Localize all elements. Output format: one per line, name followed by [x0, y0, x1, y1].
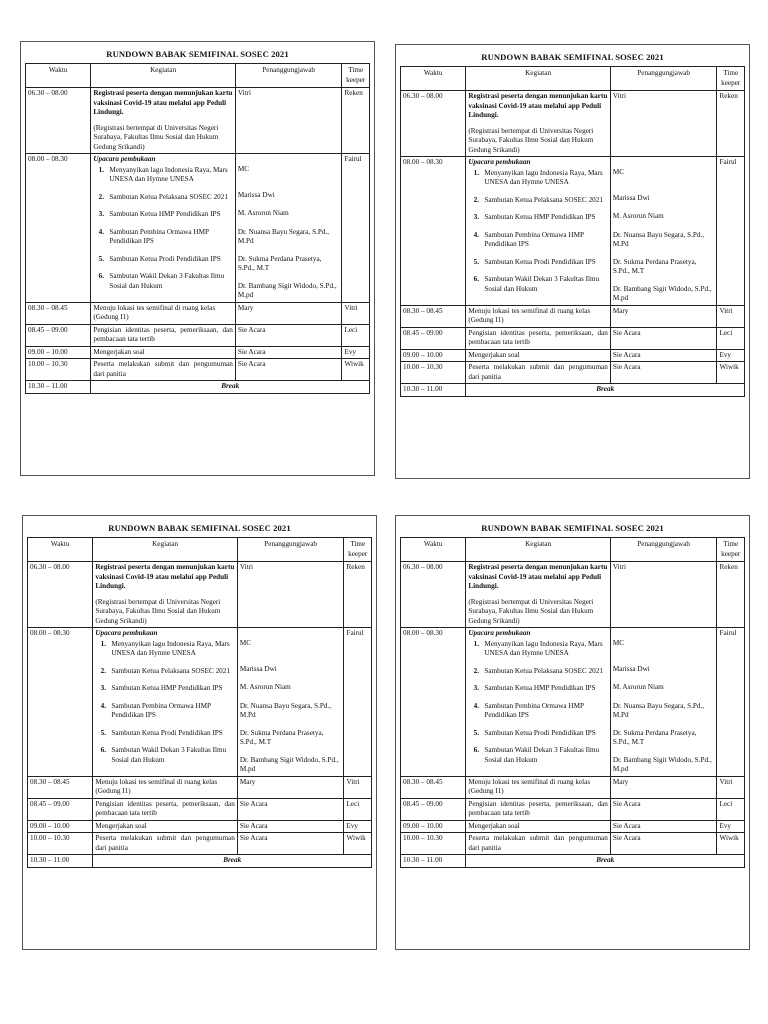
row-activity: Pengisian identitas peserta, pemeriksaan, dan pembacaan tata tertib: [91, 324, 235, 346]
item-number: 1.: [100, 639, 107, 648]
row-keeper: Leci: [342, 324, 370, 346]
item-text: Sambutan Ketua Pelaksana SOSEC 2021: [484, 666, 603, 675]
pic-text: Dr. Nuansa Bayu Segara, S.Pd., M.Pd: [612, 701, 705, 719]
row-keeper: Leci: [717, 798, 745, 820]
activity-note: (Registrasi bertempat di Universitas Negeri Surabaya, Fakultas Ilmu Sosial dan Hukum Gedung Srikandi): [93, 123, 219, 151]
pic-item: [238, 228, 340, 247]
item-text: Sambutan Wakil Dekan 3 Fakultas Ilmu Sosial dan Hukum: [111, 746, 227, 764]
row-pic: [237, 628, 344, 777]
row-keeper: Leci: [717, 327, 745, 349]
activity-text: Upacara pembukaan: [468, 629, 531, 637]
pic-item: [238, 282, 340, 301]
item-text: Menyanyikan lagu Indonesia Raya, Mars UNESA dan Hymne UNESA: [109, 165, 228, 183]
row-keeper: Fairul: [717, 628, 745, 777]
row-activity: Pengisian identitas peserta, pemeriksaan, dan pembacaan tata tertib: [466, 798, 610, 820]
rundown-title: RUNDOWN BABAK SEMIFINAL SOSEC 2021: [481, 523, 664, 533]
list-item: [93, 255, 232, 265]
pic-item: [613, 168, 715, 178]
table-row: [28, 562, 372, 628]
list-item: [95, 667, 234, 677]
row-pic: Mary: [610, 305, 717, 327]
list-item: [93, 193, 232, 203]
row-pic: Mary: [235, 302, 342, 324]
header-activity: Kegiatan: [466, 538, 610, 562]
pic-text: Dr. Bambang Sigit Widodo, S.Pd., M.pd: [612, 755, 712, 773]
rundown-sheet-bottom-left: [22, 515, 377, 950]
row-pic: Vitri: [610, 562, 717, 628]
header-time: Waktu: [28, 538, 93, 562]
row-activity: Peserta melakukan submit dan pengumuman dari panitia: [466, 362, 610, 384]
pic-text: Dr. Bambang Sigit Widodo, S.Pd., M.pd: [239, 755, 339, 773]
row-keeper: Reken: [342, 88, 370, 154]
pic-text: Dr. Nuansa Bayu Segara, S.Pd., M.Pd: [239, 701, 332, 719]
row-pic: Mary: [610, 776, 717, 798]
row-time: 10.00 – 10.30: [401, 833, 466, 855]
row-pic: [235, 154, 342, 303]
table-row: [401, 305, 745, 327]
header-pic: Penanggungjawab: [610, 538, 717, 562]
pic-text: Dr. Nuansa Bayu Segara, S.Pd., M.Pd: [237, 227, 330, 245]
pic-item: [240, 639, 342, 649]
item-number: 4.: [473, 701, 480, 710]
item-number: 3.: [473, 684, 480, 692]
activity-note: (Registrasi bertempat di Universitas Negeri Surabaya, Fakultas Ilmu Sosial dan Hukum Gedung Srikandi): [95, 597, 221, 625]
pic-text: Marissa Dwi: [612, 193, 650, 202]
row-time: 08.30 – 08.45: [401, 776, 466, 798]
row-keeper: Wiwik: [717, 362, 745, 384]
rundown-table: [25, 63, 370, 394]
list-item: [468, 729, 607, 739]
item-text: Sambutan Ketua Pelaksana SOSEC 2021: [111, 666, 230, 675]
row-keeper: Evy: [342, 346, 370, 359]
row-keeper: Fairul: [717, 157, 745, 306]
list-item: [93, 210, 232, 220]
row-keeper: Evy: [344, 820, 372, 833]
row-time: 09.00 – 10.00: [26, 346, 91, 359]
table-row: [401, 384, 745, 397]
header-activity: Kegiatan: [91, 64, 235, 88]
table-row: [26, 302, 370, 324]
table-row: [28, 776, 372, 798]
item-number: 6.: [100, 746, 107, 754]
item-number: 6.: [473, 275, 480, 283]
item-number: 2.: [100, 666, 107, 675]
row-keeper: Vitri: [717, 776, 745, 798]
row-pic: Sie Acara: [610, 833, 717, 855]
pic-item: [240, 665, 342, 675]
row-activity: Menuju lokasi tes semifinal di ruang kelas (Gedung I1): [466, 776, 610, 798]
pic-item: [238, 209, 340, 219]
row-keeper: Reken: [717, 91, 745, 157]
table-row: [401, 562, 745, 628]
table-row: [26, 346, 370, 359]
header-time: Waktu: [401, 538, 466, 562]
table-row: [26, 359, 370, 381]
item-number: 3.: [98, 210, 105, 218]
pic-item: [613, 231, 715, 250]
row-pic: Sie Acara: [610, 362, 717, 384]
activity-text: Registrasi peserta dengan menunjukan kartu vaksinasi Covid-19 atau melalui app Peduli Lindungi.: [93, 89, 233, 116]
row-time: 09.00 – 10.00: [28, 820, 93, 833]
row-time: 08.30 – 08.45: [28, 776, 93, 798]
row-keeper: Leci: [344, 798, 372, 820]
row-activity: [91, 154, 235, 303]
item-number: 2.: [98, 192, 105, 201]
row-time: 06.30 – 08.00: [28, 562, 93, 628]
item-text: Sambutan Ketua HMP Pendidikan IPS: [111, 684, 223, 692]
table-row: [401, 798, 745, 820]
row-activity: [466, 628, 610, 777]
row-activity: Peserta melakukan submit dan pengumuman dari panitia: [91, 359, 235, 381]
list-item: [468, 640, 607, 659]
pic-text: Marissa Dwi: [237, 190, 275, 199]
break-cell: Break: [91, 381, 370, 394]
rundown-sheet-bottom-right: [395, 515, 750, 950]
header-pic: Penanggungjawab: [610, 67, 717, 91]
list-item: [95, 702, 234, 721]
row-activity: Pengisian identitas peserta, pemeriksaan, dan pembacaan tata tertib: [93, 798, 237, 820]
row-pic: Sie Acara: [235, 346, 342, 359]
pic-text: Dr. Bambang Sigit Widodo, S.Pd., M.pd: [612, 284, 712, 302]
row-time: 08.30 – 08.45: [401, 305, 466, 327]
pic-item: [238, 255, 340, 274]
item-text: Sambutan Pembina Ormawa HMP Pendidikan IPS: [484, 701, 584, 719]
item-text: Sambutan Ketua Prodi Pendidikan IPS: [484, 728, 596, 737]
item-text: Sambutan Wakil Dekan 3 Fakultas Ilmu Sosial dan Hukum: [484, 746, 600, 764]
row-pic: Sie Acara: [237, 798, 344, 820]
pic-text: M. Asrorun Niam: [239, 683, 291, 691]
item-text: Menyanyikan lagu Indonesia Raya, Mars UNESA dan Hymne UNESA: [111, 639, 230, 657]
rundown-table: [27, 537, 372, 868]
activity-text: Upacara pembukaan: [95, 629, 158, 637]
row-time: 06.30 – 08.00: [401, 91, 466, 157]
table-header-row: [26, 64, 370, 88]
pic-item: [240, 729, 342, 748]
pic-text: Dr. Sukma Perdana Prasetya, S.Pd., M.T: [237, 254, 322, 272]
row-time: 10.30 – 11.00: [26, 381, 91, 394]
row-activity: Mengerjakan soal: [93, 820, 237, 833]
item-number: 6.: [473, 746, 480, 754]
list-item: [93, 166, 232, 185]
break-cell: Break: [93, 855, 372, 868]
row-activity: Menuju lokasi tes semifinal di ruang kelas (Gedung I1): [466, 305, 610, 327]
break-cell: Break: [466, 855, 745, 868]
row-activity: Menuju lokasi tes semifinal di ruang kelas (Gedung I1): [91, 302, 235, 324]
pic-item: [613, 212, 715, 222]
row-pic: Vitri: [237, 562, 344, 628]
item-text: Sambutan Ketua Prodi Pendidikan IPS: [484, 257, 596, 266]
item-text: Sambutan Ketua Prodi Pendidikan IPS: [111, 728, 223, 737]
table-header-row: [401, 538, 745, 562]
row-keeper: Evy: [717, 349, 745, 362]
header-activity: Kegiatan: [466, 67, 610, 91]
item-text: Sambutan Wakil Dekan 3 Fakultas Ilmu Sosial dan Hukum: [484, 275, 600, 293]
rundown-table: [400, 537, 745, 868]
row-keeper: Wiwik: [344, 833, 372, 855]
row-pic: Sie Acara: [610, 327, 717, 349]
table-header-row: [401, 67, 745, 91]
table-row: [401, 820, 745, 833]
row-time: 10.30 – 11.00: [401, 855, 466, 868]
rundown-title: RUNDOWN BABAK SEMIFINAL SOSEC 2021: [106, 49, 289, 59]
table-row: [401, 855, 745, 868]
pic-item: [613, 639, 715, 649]
table-row: [26, 154, 370, 303]
row-time: 08.45 – 09.00: [401, 798, 466, 820]
list-item: [468, 258, 607, 268]
row-pic: Sie Acara: [237, 820, 344, 833]
row-time: 10.00 – 10.30: [401, 362, 466, 384]
list-item: [468, 667, 607, 677]
row-activity: Peserta melakukan submit dan pengumuman dari panitia: [93, 833, 237, 855]
row-keeper: Vitri: [717, 305, 745, 327]
row-activity: [466, 562, 610, 628]
row-activity: Peserta melakukan submit dan pengumuman dari panitia: [466, 833, 610, 855]
row-activity: [466, 157, 610, 306]
row-activity: [93, 562, 237, 628]
pic-item: [613, 665, 715, 675]
pic-text: MC: [239, 639, 252, 647]
list-item: [468, 684, 607, 694]
table-row: [401, 628, 745, 777]
row-time: 10.00 – 10.30: [26, 359, 91, 381]
item-number: 6.: [98, 272, 105, 280]
pic-item: [613, 729, 715, 748]
row-time: 08.45 – 09.00: [28, 798, 93, 820]
row-keeper: Wiwik: [342, 359, 370, 381]
list-item: [468, 275, 607, 294]
header-keeper: Time keeper: [344, 538, 372, 562]
item-number: 2.: [473, 195, 480, 204]
item-text: Sambutan Pembina Ormawa HMP Pendidikan IPS: [484, 230, 584, 248]
table-row: [28, 820, 372, 833]
pic-text: MC: [612, 639, 625, 647]
list-item: [468, 213, 607, 223]
table-row: [28, 833, 372, 855]
row-pic: Vitri: [610, 91, 717, 157]
table-row: [28, 798, 372, 820]
row-time: 10.30 – 11.00: [28, 855, 93, 868]
list-item: [95, 746, 234, 765]
item-text: Sambutan Wakil Dekan 3 Fakultas Ilmu Sosial dan Hukum: [109, 272, 225, 290]
rundown-title: RUNDOWN BABAK SEMIFINAL SOSEC 2021: [481, 52, 664, 62]
pic-text: Dr. Nuansa Bayu Segara, S.Pd., M.Pd: [612, 230, 705, 248]
row-pic: Vitri: [235, 88, 342, 154]
pic-text: Marissa Dwi: [612, 664, 650, 673]
row-pic: Sie Acara: [235, 324, 342, 346]
row-activity: Mengerjakan soal: [466, 820, 610, 833]
list-item: [95, 640, 234, 659]
item-number: 4.: [473, 230, 480, 239]
table-row: [401, 157, 745, 306]
table-row: [401, 349, 745, 362]
activity-note: (Registrasi bertempat di Universitas Negeri Surabaya, Fakultas Ilmu Sosial dan Hukum Gedung Srikandi): [468, 597, 594, 625]
row-keeper: Vitri: [342, 302, 370, 324]
activity-note: (Registrasi bertempat di Universitas Negeri Surabaya, Fakultas Ilmu Sosial dan Hukum Gedung Srikandi): [468, 126, 594, 154]
header-keeper: Time keeper: [717, 67, 745, 91]
activity-text: Upacara pembukaan: [468, 158, 531, 166]
pic-item: [613, 285, 715, 304]
table-row: [401, 91, 745, 157]
header-keeper: Time keeper: [717, 538, 745, 562]
row-pic: Sie Acara: [235, 359, 342, 381]
item-text: Sambutan Ketua HMP Pendidikan IPS: [109, 210, 221, 218]
rundown-table: [400, 66, 745, 397]
row-pic: Mary: [237, 776, 344, 798]
list-item: [468, 231, 607, 250]
item-number: 3.: [473, 213, 480, 221]
item-text: Sambutan Pembina Ormawa HMP Pendidikan IPS: [109, 227, 209, 245]
list-item: [468, 702, 607, 721]
item-number: 1.: [473, 639, 480, 648]
row-activity: Menuju lokasi tes semifinal di ruang kelas (Gedung I1): [93, 776, 237, 798]
pic-item: [238, 191, 340, 201]
activity-text: Registrasi peserta dengan menunjukan kartu vaksinasi Covid-19 atau melalui app Peduli Lindungi.: [468, 92, 608, 119]
table-row: [26, 88, 370, 154]
row-pic: Sie Acara: [610, 349, 717, 362]
row-activity: [91, 88, 235, 154]
pic-item: [240, 756, 342, 775]
row-pic: [610, 628, 717, 777]
item-number: 3.: [100, 684, 107, 692]
item-text: Sambutan Ketua Pelaksana SOSEC 2021: [109, 192, 228, 201]
item-number: 5.: [473, 728, 480, 737]
row-time: 08.00 – 08.30: [26, 154, 91, 303]
table-row: [401, 327, 745, 349]
row-activity: [93, 628, 237, 777]
pic-text: M. Asrorun Niam: [612, 212, 664, 220]
pic-text: MC: [612, 168, 625, 176]
rundown-sheet-top-left: [20, 41, 375, 476]
table-row: [26, 381, 370, 394]
row-activity: [466, 91, 610, 157]
row-time: 08.45 – 09.00: [26, 324, 91, 346]
pic-item: [613, 194, 715, 204]
row-keeper: Reken: [344, 562, 372, 628]
row-time: 09.00 – 10.00: [401, 820, 466, 833]
item-number: 1.: [98, 165, 105, 174]
item-number: 5.: [473, 257, 480, 266]
row-activity: Pengisian identitas peserta, pemeriksaan, dan pembacaan tata tertib: [466, 327, 610, 349]
item-number: 5.: [98, 254, 105, 263]
list-item: [93, 272, 232, 291]
pic-text: M. Asrorun Niam: [612, 683, 664, 691]
table-row: [401, 776, 745, 798]
item-number: 1.: [473, 168, 480, 177]
list-item: [93, 228, 232, 247]
pic-text: MC: [237, 165, 250, 173]
header-pic: Penanggungjawab: [237, 538, 344, 562]
item-number: 5.: [100, 728, 107, 737]
row-keeper: Vitri: [344, 776, 372, 798]
list-item: [468, 746, 607, 765]
row-activity: Mengerjakan soal: [466, 349, 610, 362]
header-activity: Kegiatan: [93, 538, 237, 562]
header-time: Waktu: [401, 67, 466, 91]
activity-text: Registrasi peserta dengan menunjukan kartu vaksinasi Covid-19 atau melalui app Peduli Lindungi.: [468, 563, 608, 590]
row-pic: Sie Acara: [237, 833, 344, 855]
row-keeper: Evy: [717, 820, 745, 833]
pic-text: Dr. Sukma Perdana Prasetya, S.Pd., M.T: [612, 257, 697, 275]
pic-text: M. Asrorun Niam: [237, 209, 289, 217]
pic-item: [240, 702, 342, 721]
pic-text: Dr. Bambang Sigit Widodo, S.Pd., M.pd: [237, 281, 337, 299]
list-item: [95, 684, 234, 694]
table-row: [26, 324, 370, 346]
row-activity: Mengerjakan soal: [91, 346, 235, 359]
item-number: 2.: [473, 666, 480, 675]
table-row: [28, 855, 372, 868]
pic-item: [613, 258, 715, 277]
pic-item: [613, 683, 715, 693]
table-row: [401, 833, 745, 855]
item-text: Sambutan Pembina Ormawa HMP Pendidikan IPS: [111, 701, 211, 719]
pic-item: [613, 756, 715, 775]
item-text: Sambutan Ketua Pelaksana SOSEC 2021: [484, 195, 603, 204]
header-pic: Penanggungjawab: [235, 64, 342, 88]
row-time: 06.30 – 08.00: [401, 562, 466, 628]
item-text: Sambutan Ketua Prodi Pendidikan IPS: [109, 254, 221, 263]
row-time: 09.00 – 10.00: [401, 349, 466, 362]
rundown-sheet-top-right: [395, 44, 750, 479]
rundown-title: RUNDOWN BABAK SEMIFINAL SOSEC 2021: [108, 523, 291, 533]
header-time: Waktu: [26, 64, 91, 88]
row-keeper: Fairul: [344, 628, 372, 777]
table-header-row: [28, 538, 372, 562]
item-text: Sambutan Ketua HMP Pendidikan IPS: [484, 213, 596, 221]
row-pic: Sie Acara: [610, 798, 717, 820]
break-cell: Break: [466, 384, 745, 397]
pic-item: [613, 702, 715, 721]
row-time: 06.30 – 08.00: [26, 88, 91, 154]
item-text: Menyanyikan lagu Indonesia Raya, Mars UNESA dan Hymne UNESA: [484, 639, 603, 657]
row-time: 08.00 – 08.30: [401, 157, 466, 306]
pic-item: [240, 683, 342, 693]
pic-text: Dr. Sukma Perdana Prasetya, S.Pd., M.T: [239, 728, 324, 746]
list-item: [468, 169, 607, 188]
item-text: Sambutan Ketua HMP Pendidikan IPS: [484, 684, 596, 692]
row-time: 08.00 – 08.30: [28, 628, 93, 777]
pic-text: Dr. Sukma Perdana Prasetya, S.Pd., M.T: [612, 728, 697, 746]
row-keeper: Reken: [717, 562, 745, 628]
table-row: [28, 628, 372, 777]
item-number: 4.: [100, 701, 107, 710]
row-pic: Sie Acara: [610, 820, 717, 833]
activity-text: Registrasi peserta dengan menunjukan kartu vaksinasi Covid-19 atau melalui app Peduli Lindungi.: [95, 563, 235, 590]
item-number: 4.: [98, 227, 105, 236]
pic-text: Marissa Dwi: [239, 664, 277, 673]
row-keeper: Wiwik: [717, 833, 745, 855]
item-text: Menyanyikan lagu Indonesia Raya, Mars UNESA dan Hymne UNESA: [484, 168, 603, 186]
row-time: 08.30 – 08.45: [26, 302, 91, 324]
row-time: 10.00 – 10.30: [28, 833, 93, 855]
header-keeper: Time keeper: [342, 64, 370, 88]
table-row: [401, 362, 745, 384]
list-item: [95, 729, 234, 739]
row-pic: [610, 157, 717, 306]
row-keeper: Fairul: [342, 154, 370, 303]
activity-text: Upacara pembukaan: [93, 155, 156, 163]
pic-item: [238, 165, 340, 175]
row-time: 08.45 – 09.00: [401, 327, 466, 349]
row-time: 08.00 – 08.30: [401, 628, 466, 777]
list-item: [468, 196, 607, 206]
row-time: 10.30 – 11.00: [401, 384, 466, 397]
